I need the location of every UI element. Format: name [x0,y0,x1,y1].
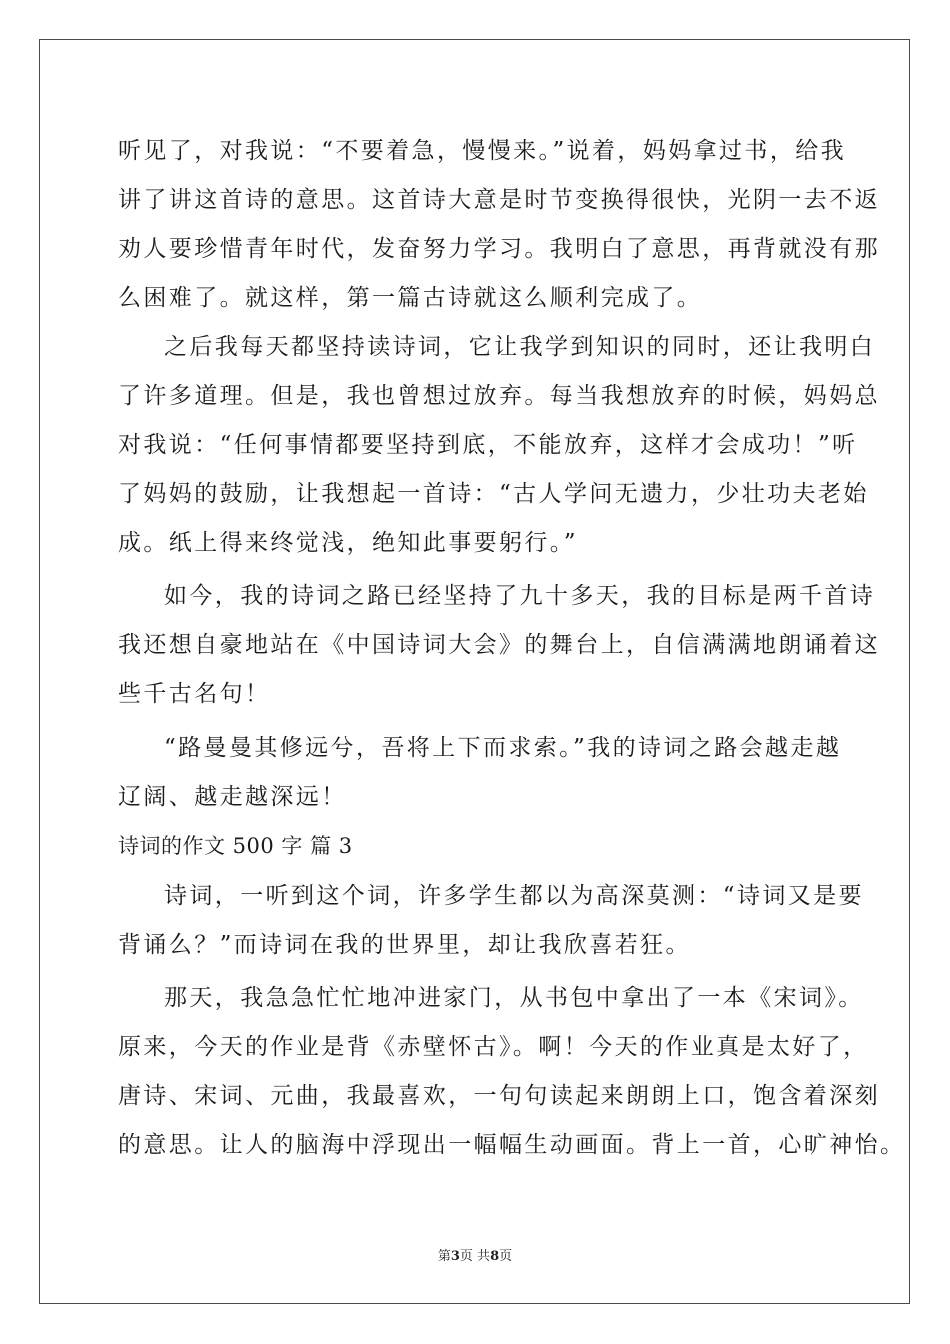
text-line: 我还想自豪地站在《中国诗词大会》的舞台上，自信满满地朗诵着这 [118,632,880,658]
footer-prefix: 第 [437,1249,451,1264]
current-page-number: 3 [450,1249,460,1264]
text-line: 原来，今天的作业是背《赤壁怀古》。啊！今天的作业真是太好了， [118,1034,869,1060]
text-line: 之后我每天都坚持读诗词，它让我学到知识的同时，还让我明白 [164,334,876,360]
page-border [39,39,910,1304]
text-line: 的意思。让人的脑海中浮现出一幅幅生动画面。背上一首，心旷神怡。 [118,1132,906,1158]
text-line: “路曼曼其修远兮，吾将上下而求索。”我的诗词之路会越走越 [164,735,842,761]
text-line: 些千古名句！ [118,681,271,707]
text-line: 劝人要珍惜青年时代，发奋努力学习。我明白了意思，再背就没有那 [118,236,880,262]
text-line: 唐诗、宋词、元曲，我最喜欢，一句句读起来朗朗上口，饱含着深刻 [118,1083,880,1109]
page-footer [0,1245,950,1264]
text-line: 成。纸上得来终觉浅，绝知此事要躬行。” [118,530,578,556]
text-line: 了妈妈的鼓励，让我想起一首诗：“古人学问无遗力，少壮功夫老始 [118,481,869,507]
text-line: 如今，我的诗词之路已经坚持了九十多天，我的目标是两千首诗 [164,583,876,609]
section-heading: 诗词的作文 500 字 篇 3 [118,834,353,858]
text-line: 了许多道理。但是，我也曾想过放弃。每当我想放弃的时候，妈妈总 [118,383,880,409]
text-line: 那天，我急急忙忙地冲进家门，从书包中拿出了一本《宋词》。 [164,985,864,1011]
footer-suffix: 页 [499,1249,513,1264]
text-line: 么困难了。就这样，第一篇古诗就这么顺利完成了。 [118,285,703,311]
text-line: 听见了，对我说：“不要着急，慢慢来。”说着，妈妈拿过书，给我 [118,138,847,164]
text-line: 辽阔、越走越深远！ [118,784,347,810]
text-line: 背诵么？”而诗词在我的世界里，却让我欣喜若狂。 [118,932,691,958]
text-line: 讲了讲这首诗的意思。这首诗大意是时节变换得很快，光阴一去不返 [118,187,880,213]
footer-middle: 页 共 [459,1249,491,1264]
total-page-number: 8 [490,1249,500,1264]
text-line: 诗词，一听到这个词，许多学生都以为高深莫测：“诗词又是要 [164,883,864,909]
text-line: 对我说：“任何事情都要坚持到底，不能放弃，这样才会成功！”听 [118,432,858,458]
